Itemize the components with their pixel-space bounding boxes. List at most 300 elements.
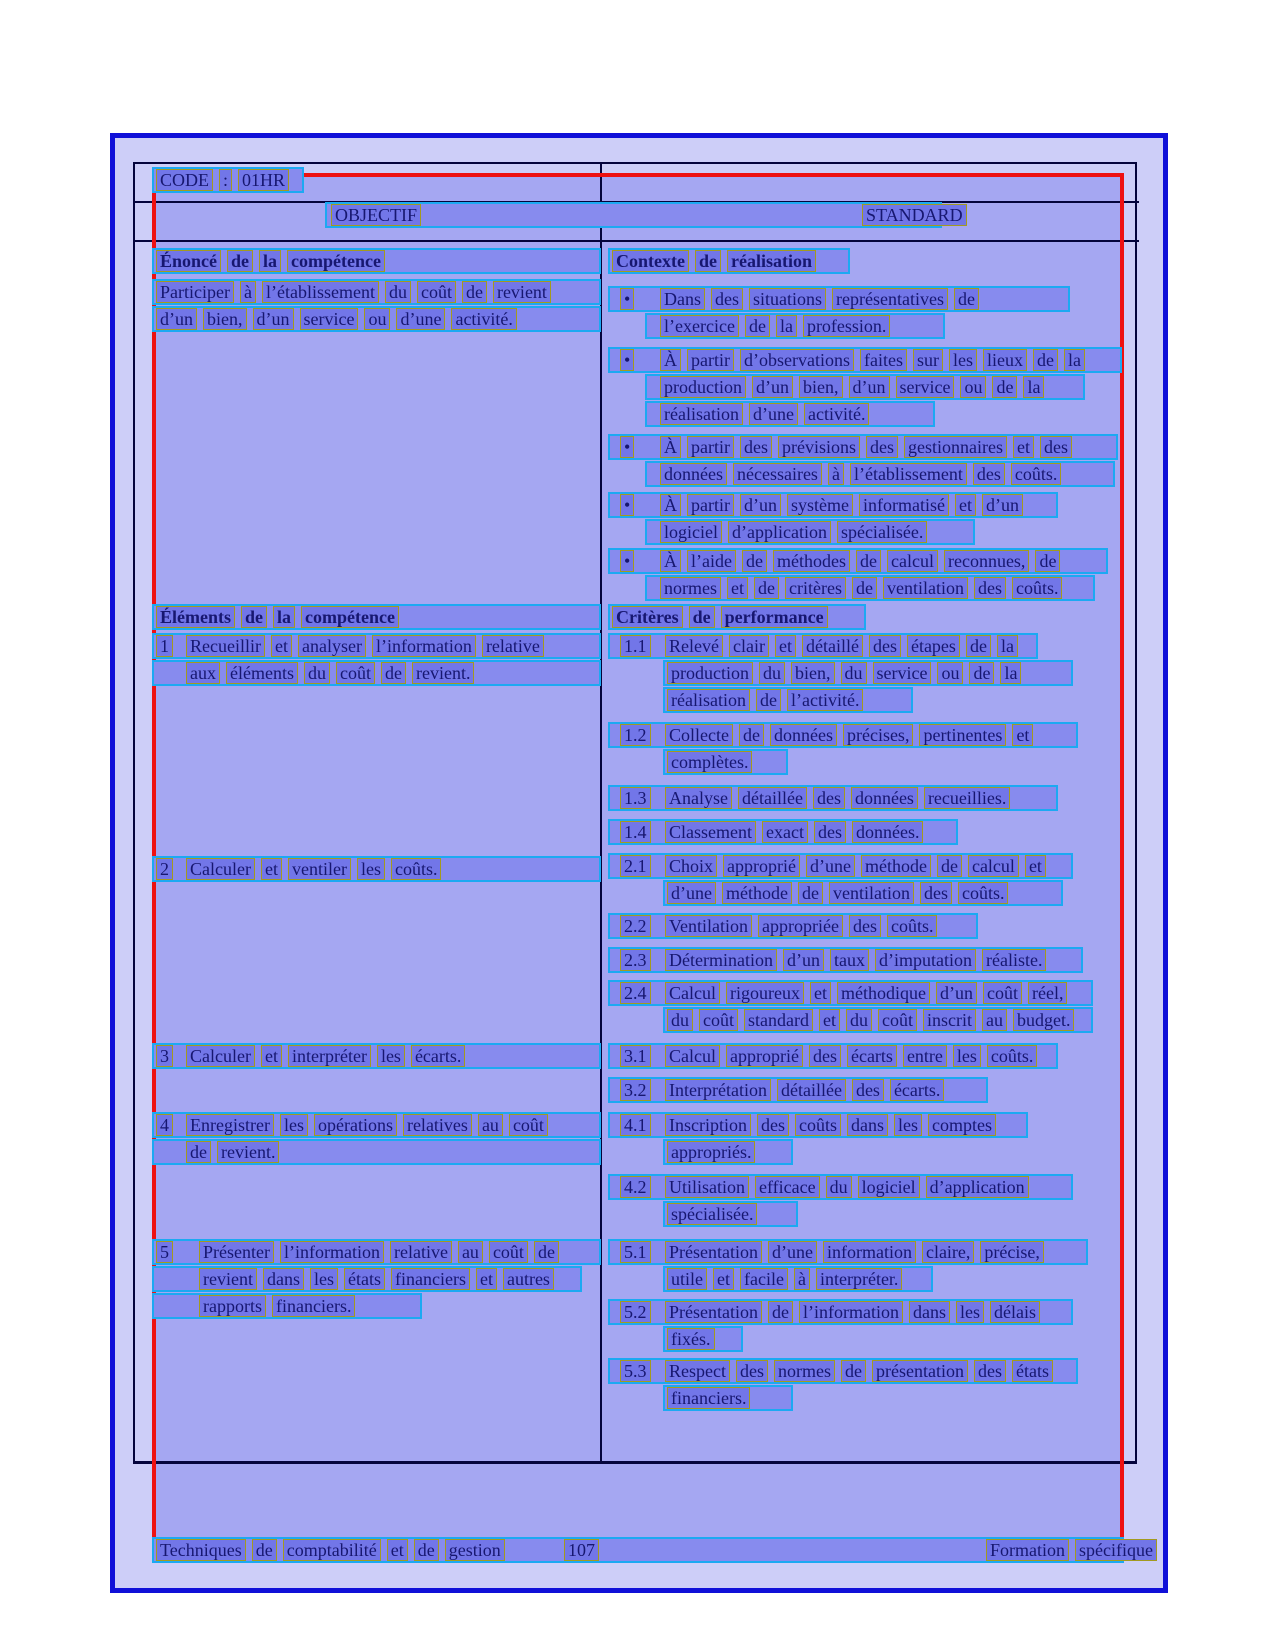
ocr-line — [663, 660, 1073, 686]
word-box: standard — [744, 1009, 813, 1031]
text-run — [660, 403, 875, 425]
word-box: • — [620, 349, 634, 371]
text-run — [620, 949, 657, 971]
word-box: de — [969, 662, 994, 684]
ocr-line — [608, 980, 1093, 1006]
text-run — [665, 949, 1052, 971]
word-box: Choix — [665, 855, 717, 877]
word-box: Calcul — [665, 1045, 720, 1067]
word-box: Dans — [660, 288, 705, 310]
word-box: de — [756, 689, 781, 711]
word-box: l’information — [280, 1241, 384, 1263]
word-box: et — [810, 982, 831, 1004]
word-box: aux — [186, 662, 220, 684]
word-box: l’activité. — [787, 689, 863, 711]
word-box: et — [261, 858, 282, 880]
word-box: critères — [785, 577, 846, 599]
text-run — [156, 169, 295, 191]
word-box: la — [1023, 376, 1044, 398]
word-box: précises, — [843, 724, 913, 746]
word-box: Présentation — [665, 1241, 762, 1263]
text-run — [660, 349, 1091, 371]
word-box: coût — [699, 1009, 738, 1031]
word-box: entre — [903, 1045, 947, 1067]
word-box: de — [742, 550, 767, 572]
word-box: des — [869, 635, 901, 657]
ocr-line — [663, 1007, 1093, 1033]
word-box: coûts. — [391, 858, 442, 880]
text-run — [665, 1360, 1059, 1382]
ocr-line — [663, 1326, 743, 1352]
word-box: et — [955, 494, 976, 516]
word-box: spécialisée. — [837, 521, 927, 543]
word-box: À — [660, 494, 681, 516]
word-box: Détermination — [665, 949, 777, 971]
word-box: exact — [762, 821, 808, 843]
text-run — [620, 855, 657, 877]
word-box: recueillies. — [924, 787, 1010, 809]
word-box: états — [344, 1268, 385, 1290]
word-box: l’aide — [687, 550, 736, 572]
text-run — [665, 1045, 1043, 1067]
ocr-line — [152, 1266, 582, 1292]
word-box: données. — [852, 821, 923, 843]
text-run — [156, 1241, 179, 1263]
text-run — [667, 1268, 908, 1290]
word-box: opérations — [314, 1114, 397, 1136]
text-run — [620, 436, 640, 458]
text-run — [156, 250, 391, 272]
word-box: d’un — [253, 308, 294, 330]
word-box: de — [798, 882, 823, 904]
word-box: reconnues, — [944, 550, 1029, 572]
ocr-line — [608, 1299, 1073, 1325]
word-box: l’information — [372, 635, 476, 657]
word-box: ventilation — [883, 577, 968, 599]
word-box: approprié — [726, 1045, 803, 1067]
word-box: les — [894, 1114, 922, 1136]
word-box: • — [620, 494, 634, 516]
ocr-line — [663, 1266, 933, 1292]
word-box: réalisation — [667, 689, 750, 711]
word-box: d’une — [749, 403, 798, 425]
word-box: Utilisation — [665, 1176, 749, 1198]
word-box: 107 — [564, 1539, 599, 1561]
word-box: interpréter. — [816, 1268, 902, 1290]
word-box: 1 — [156, 635, 173, 657]
word-box: l’établissement — [262, 281, 379, 303]
ocr-line — [608, 1358, 1078, 1384]
word-box: coûts. — [958, 882, 1009, 904]
word-box: de — [992, 376, 1017, 398]
word-box: information — [823, 1241, 916, 1263]
text-run — [665, 915, 943, 937]
word-box: d’un — [752, 376, 793, 398]
word-box: du — [826, 1176, 852, 1198]
word-box: détaillé — [802, 635, 863, 657]
word-box: des — [973, 463, 1005, 485]
word-box: financiers — [391, 1268, 470, 1290]
word-box: de — [695, 250, 721, 272]
word-box: coûts. — [1011, 463, 1062, 485]
text-run — [665, 724, 1039, 746]
word-box: À — [660, 436, 681, 458]
word-box: de — [534, 1241, 559, 1263]
word-box: fixés. — [667, 1328, 715, 1350]
word-box: budget. — [1013, 1009, 1075, 1031]
word-box: revient. — [412, 662, 474, 684]
word-box: la — [997, 635, 1018, 657]
word-box: rigoureux — [726, 982, 804, 1004]
word-box: des — [920, 882, 952, 904]
text-run — [620, 288, 640, 310]
word-box: des — [1040, 436, 1072, 458]
word-box: partir — [687, 494, 734, 516]
word-box: compétence — [287, 250, 385, 272]
word-box: de — [252, 1539, 277, 1561]
word-box: des — [736, 1360, 768, 1382]
word-box: Enregistrer — [186, 1114, 274, 1136]
text-run — [665, 982, 1073, 1004]
word-box: 1.2 — [620, 724, 651, 746]
word-box: états — [1012, 1360, 1053, 1382]
text-run — [620, 1079, 657, 1101]
word-box: et — [775, 635, 796, 657]
word-box: logiciel — [858, 1176, 920, 1198]
word-box: facile — [740, 1268, 788, 1290]
word-box: des — [814, 821, 846, 843]
text-run — [186, 858, 447, 880]
word-box: lieux — [983, 349, 1027, 371]
word-box: coûts. — [987, 1045, 1038, 1067]
word-box: situations — [749, 288, 826, 310]
word-box: Présentation — [665, 1301, 762, 1323]
word-box: coût — [336, 662, 375, 684]
ocr-line — [645, 461, 1115, 487]
word-box: partir — [687, 349, 734, 371]
word-box: des — [974, 1360, 1006, 1382]
word-box: OBJECTIF — [331, 204, 421, 226]
word-box: inscrit — [923, 1009, 976, 1031]
word-box: 2.2 — [620, 915, 651, 937]
ocr-line — [152, 1043, 601, 1069]
text-run — [660, 376, 1050, 398]
text-run — [199, 1295, 361, 1317]
word-box: coût — [509, 1114, 548, 1136]
word-box: logiciel — [660, 521, 722, 543]
text-run — [665, 1241, 1050, 1263]
word-box: relatives — [403, 1114, 472, 1136]
text-run — [986, 1539, 1163, 1561]
word-box: 1.1 — [620, 635, 651, 657]
text-run — [156, 308, 523, 330]
word-box: système — [787, 494, 853, 516]
word-box: méthodique — [837, 982, 930, 1004]
text-run — [665, 1176, 1035, 1198]
word-box: production — [660, 376, 746, 398]
word-box: bien, — [799, 376, 843, 398]
text-run — [660, 288, 985, 310]
word-box: les — [949, 349, 977, 371]
word-box: les — [953, 1045, 981, 1067]
ocr-line — [608, 633, 1038, 659]
ocr-line — [152, 633, 601, 659]
word-box: Présenter — [199, 1241, 274, 1263]
word-box: du — [846, 1009, 872, 1031]
text-run — [660, 436, 1078, 458]
word-box: écarts. — [890, 1079, 944, 1101]
word-box: normes — [660, 577, 721, 599]
word-box: la — [1064, 349, 1085, 371]
word-box: 2.1 — [620, 855, 651, 877]
word-box: • — [620, 436, 634, 458]
word-box: service — [873, 662, 932, 684]
text-run — [660, 550, 1066, 572]
word-box: Calculer — [186, 858, 255, 880]
word-box: les — [377, 1045, 405, 1067]
word-box: 2.3 — [620, 949, 651, 971]
word-box: de — [1035, 550, 1060, 572]
word-box: les — [310, 1268, 338, 1290]
word-box: de — [841, 1360, 866, 1382]
word-box: relative — [390, 1241, 452, 1263]
word-box: l’information — [799, 1301, 903, 1323]
text-run — [620, 982, 657, 1004]
text-run — [620, 494, 640, 516]
word-box: étapes — [907, 635, 960, 657]
word-box: et — [1025, 855, 1046, 877]
text-run — [620, 1114, 657, 1136]
word-box: de — [689, 606, 715, 628]
word-box: dans — [909, 1301, 950, 1323]
word-box: écarts — [847, 1045, 897, 1067]
word-box: d’un — [936, 982, 977, 1004]
ocr-line — [645, 519, 975, 545]
word-box: profession. — [803, 315, 891, 337]
word-box: 3 — [156, 1045, 173, 1067]
ocr-line — [645, 374, 1085, 400]
word-box: 5 — [156, 1241, 173, 1263]
word-box: des — [757, 1114, 789, 1136]
word-box: écarts. — [411, 1045, 465, 1067]
word-box: des — [974, 577, 1006, 599]
word-box: Respect — [665, 1360, 730, 1382]
text-run — [667, 1387, 756, 1409]
word-box: Calculer — [186, 1045, 255, 1067]
word-box: les — [357, 858, 385, 880]
word-box: dans — [263, 1268, 304, 1290]
word-box: et — [261, 1045, 282, 1067]
word-box: d’une — [768, 1241, 817, 1263]
text-run — [199, 1268, 560, 1290]
word-box: coûts. — [1012, 577, 1063, 599]
word-box: méthodes — [773, 550, 850, 572]
word-box: ventilation — [829, 882, 914, 904]
ocr-line — [663, 749, 788, 775]
word-box: sur — [913, 349, 943, 371]
word-box: calcul — [968, 855, 1019, 877]
text-run — [665, 635, 1024, 657]
word-box: d’imputation — [875, 949, 976, 971]
word-box: de — [754, 577, 779, 599]
word-box: 4.2 — [620, 1176, 651, 1198]
ocr-line — [645, 401, 935, 427]
word-box: les — [280, 1114, 308, 1136]
word-box: à — [794, 1268, 810, 1290]
word-box: production — [667, 662, 753, 684]
word-box: : — [219, 169, 232, 191]
word-box: d’une — [667, 882, 716, 904]
word-box: de — [768, 1301, 793, 1323]
word-box: d’une — [396, 308, 445, 330]
text-run — [862, 204, 973, 226]
word-box: • — [620, 550, 634, 572]
word-box: de — [745, 315, 770, 337]
text-run — [667, 662, 1027, 684]
word-box: réalisation — [660, 403, 743, 425]
text-run — [665, 855, 1052, 877]
text-run — [665, 787, 1016, 809]
word-box: Collecte — [665, 724, 733, 746]
word-box: Participer — [156, 281, 234, 303]
word-box: coût — [489, 1241, 528, 1263]
ocr-line — [608, 434, 1118, 460]
ocr-line — [152, 248, 601, 274]
text-run — [620, 349, 640, 371]
word-box: 1.3 — [620, 787, 651, 809]
word-box: du — [841, 662, 867, 684]
ocr-line — [608, 1077, 988, 1103]
word-box: spécifique — [1075, 1539, 1157, 1561]
text-run — [660, 577, 1068, 599]
word-box: la — [259, 250, 281, 272]
word-box: comptabilité — [283, 1539, 381, 1561]
word-box: Relevé — [665, 635, 723, 657]
word-box: Ventilation — [665, 915, 752, 937]
word-box: prévisions — [778, 436, 860, 458]
ocr-line — [663, 1139, 793, 1165]
ocr-line — [608, 1239, 1088, 1265]
ocr-line — [663, 880, 1063, 906]
word-box: Inscription — [665, 1114, 751, 1136]
word-box: informatisé — [859, 494, 949, 516]
word-box: activité. — [804, 403, 869, 425]
word-box: activité. — [451, 308, 516, 330]
word-box: Analyse — [665, 787, 732, 809]
word-box: réaliste. — [982, 949, 1046, 971]
word-box: normes — [774, 1360, 835, 1382]
ocr-line — [152, 167, 304, 193]
text-run — [667, 689, 869, 711]
word-box: approprié — [723, 855, 800, 877]
ocr-line — [608, 1112, 1028, 1138]
word-box: et — [271, 635, 292, 657]
word-box: 2 — [156, 858, 173, 880]
word-box: données — [770, 724, 837, 746]
word-box: d’un — [740, 494, 781, 516]
ocr-line — [608, 913, 978, 939]
word-box: au — [458, 1241, 483, 1263]
word-box: complètes. — [667, 751, 752, 773]
word-box: et — [713, 1268, 734, 1290]
text-run — [667, 1141, 761, 1163]
word-box: ou — [364, 308, 390, 330]
word-box: relative — [482, 635, 544, 657]
word-box: 01HR — [238, 169, 289, 191]
word-box: des — [809, 1045, 841, 1067]
word-box: appropriée — [758, 915, 843, 937]
word-box: représentatives — [832, 288, 948, 310]
word-box: À — [660, 349, 681, 371]
word-box: partir — [687, 436, 734, 458]
word-box: calcul — [887, 550, 938, 572]
text-run — [186, 1045, 471, 1067]
word-box: du — [759, 662, 785, 684]
word-box: 1.4 — [620, 821, 651, 843]
word-box: de — [852, 577, 877, 599]
word-box: efficace — [755, 1176, 820, 1198]
word-box: financiers. — [272, 1295, 355, 1317]
word-box: spécialisée. — [667, 1203, 757, 1225]
text-run — [620, 1360, 657, 1382]
text-run — [660, 521, 933, 543]
word-box: bien, — [203, 308, 247, 330]
text-run — [156, 1114, 179, 1136]
word-box: au — [982, 1009, 1007, 1031]
word-box: 2.4 — [620, 982, 651, 1004]
text-run — [620, 635, 657, 657]
word-box: d’application — [926, 1176, 1029, 1198]
ocr-line — [608, 785, 1058, 811]
word-box: taux — [830, 949, 869, 971]
word-box: comptes — [928, 1114, 996, 1136]
word-box: service — [896, 376, 955, 398]
word-box: Recueillir — [186, 635, 265, 657]
text-run — [612, 250, 822, 272]
word-box: revient — [199, 1268, 257, 1290]
text-run — [156, 1539, 511, 1561]
word-box: d’une — [806, 855, 855, 877]
ocr-line — [608, 548, 1108, 574]
word-box: service — [300, 308, 359, 330]
text-run — [620, 550, 640, 572]
word-box: la — [1000, 662, 1021, 684]
word-box: d’un — [783, 949, 824, 971]
word-box: d’un — [156, 308, 197, 330]
word-box: du — [385, 281, 411, 303]
word-box: interpréter — [288, 1045, 371, 1067]
ocr-line — [152, 1112, 601, 1138]
word-box: d’un — [982, 494, 1023, 516]
ocr-line — [608, 286, 1070, 312]
text-run — [620, 915, 657, 937]
word-box: délais — [990, 1301, 1040, 1323]
text-run — [620, 1176, 657, 1198]
word-box: du — [667, 1009, 693, 1031]
word-box: détaillée — [738, 787, 807, 809]
text-run — [665, 1301, 1046, 1323]
word-box: pertinentes — [919, 724, 1006, 746]
word-box: analyser — [298, 635, 366, 657]
ocr-line — [663, 1385, 793, 1411]
word-box: 3.2 — [620, 1079, 651, 1101]
word-box: 4.1 — [620, 1114, 651, 1136]
word-box: 5.2 — [620, 1301, 651, 1323]
ocr-line — [645, 575, 1095, 601]
word-box: claire, — [922, 1241, 974, 1263]
ocr-line — [608, 947, 1083, 973]
ocr-line — [152, 856, 601, 882]
